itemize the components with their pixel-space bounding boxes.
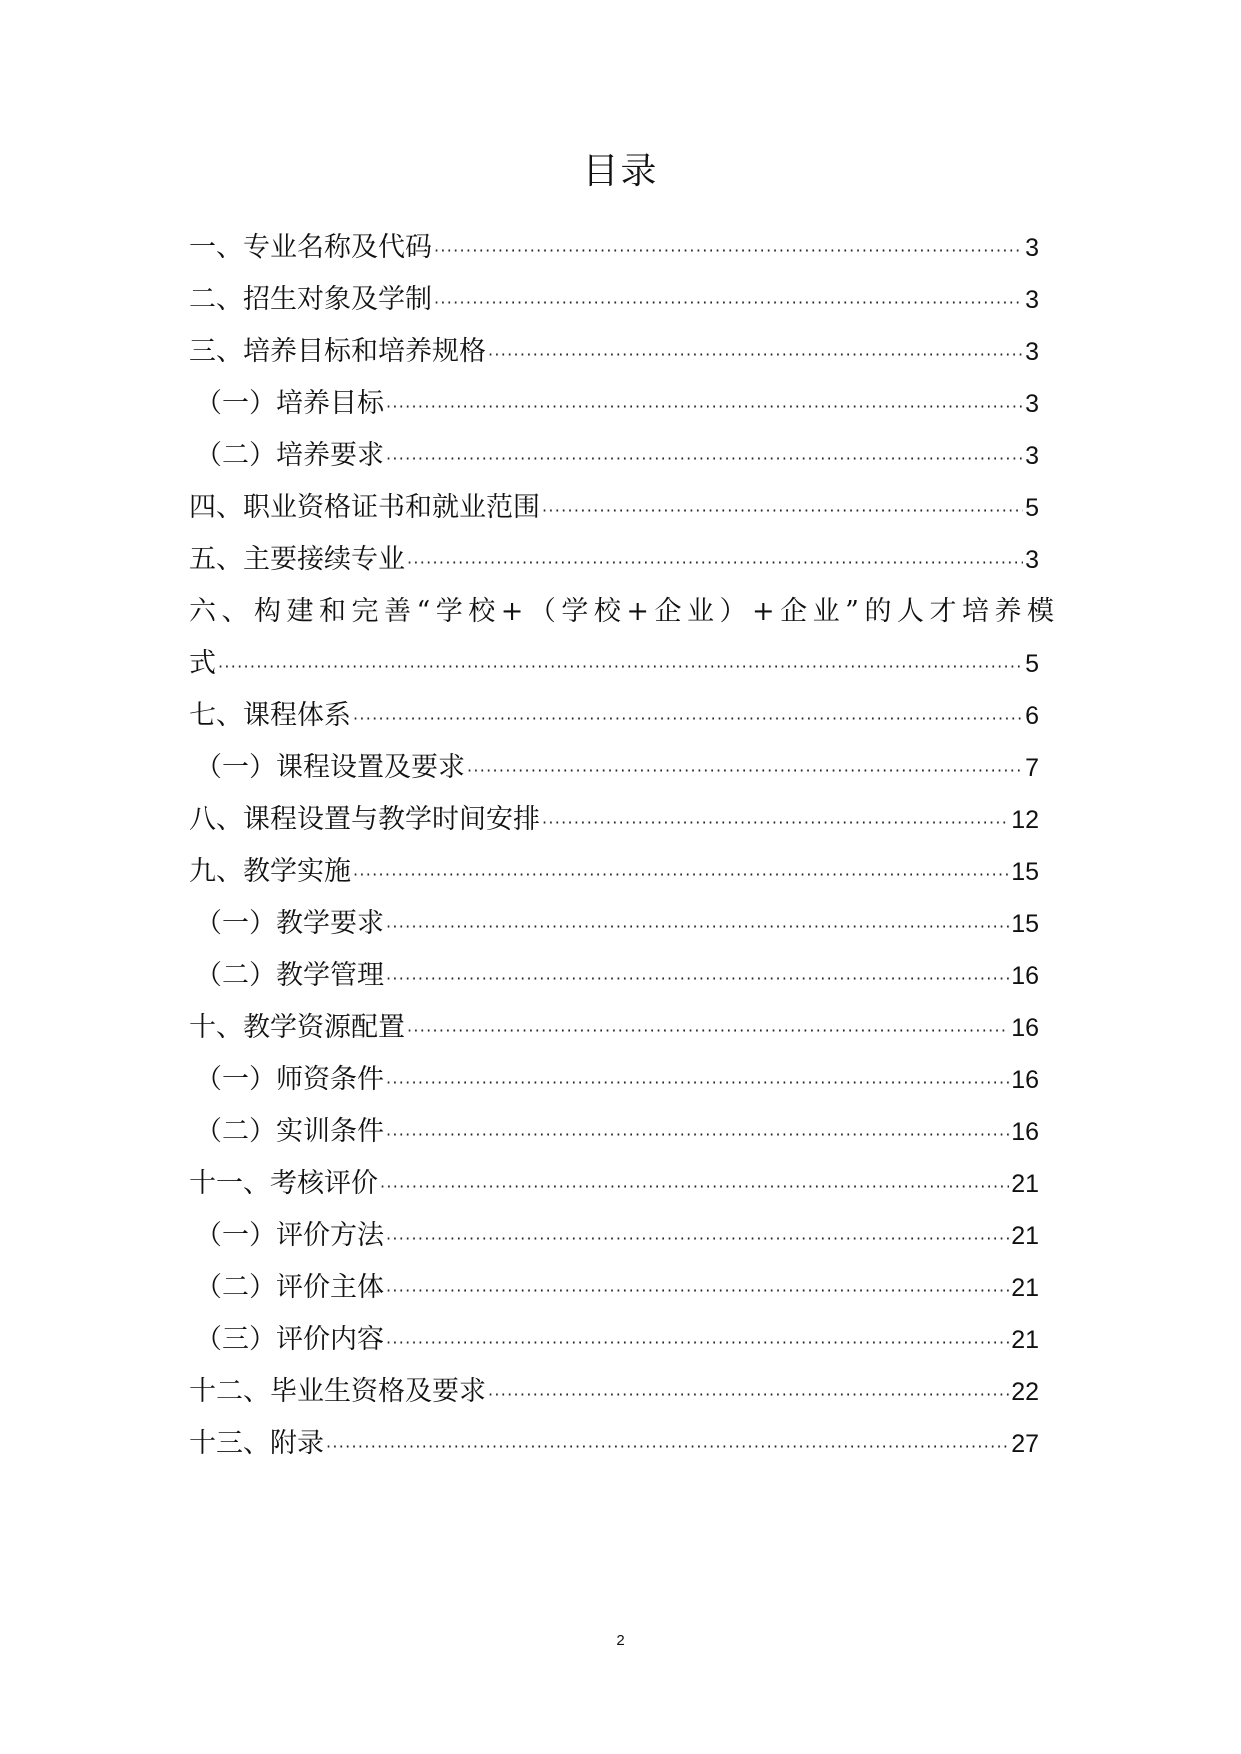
toc-entry-wrapped[interactable] (189, 586, 1060, 690)
toc-entry-page: 27 (1011, 1430, 1039, 1458)
page-title: 目录 (582, 151, 659, 192)
toc-entry-page: 16 (1011, 1118, 1039, 1146)
toc-subentry[interactable] (189, 430, 1039, 482)
toc-subentry[interactable] (189, 1314, 1039, 1366)
toc-entry-label: （一）教学要求 (195, 908, 384, 939)
toc-entry-page: 3 (1025, 234, 1039, 262)
toc-subentry[interactable] (189, 742, 1039, 794)
dot-leader (386, 1265, 1009, 1317)
toc-entry-label: （二）教学管理 (195, 960, 384, 991)
toc-entry-page: 6 (1025, 702, 1039, 730)
dot-leader (488, 1369, 1009, 1421)
toc-entry-label: 十二、毕业生资格及要求 (189, 1376, 486, 1407)
toc-entry-page: 5 (1025, 650, 1039, 678)
toc-entry-page: 12 (1011, 806, 1039, 834)
page-number: 2 (616, 1632, 625, 1649)
toc-entry-page: 3 (1025, 390, 1039, 418)
toc-entry-page: 15 (1011, 910, 1039, 938)
toc-subentry[interactable] (189, 1054, 1039, 1106)
dot-leader (467, 745, 1023, 797)
toc-entry-label: 二、招生对象及学制 (189, 284, 432, 315)
table-of-contents (189, 222, 1060, 1470)
toc-entry-label: 四、职业资格证书和就业范围 (189, 492, 540, 523)
dot-leader (386, 953, 1009, 1005)
toc-subentry[interactable] (189, 378, 1039, 430)
toc-entry-label: 八、课程设置与教学时间安排 (189, 804, 540, 835)
toc-entry-page: 16 (1011, 962, 1039, 990)
dot-leader (542, 485, 1023, 537)
toc-entry-label: （三）评价内容 (195, 1324, 384, 1355)
toc-entry[interactable] (189, 1002, 1039, 1054)
toc-entry-page: 5 (1025, 494, 1039, 522)
toc-entry-page: 21 (1011, 1274, 1039, 1302)
toc-entry-label: （一）评价方法 (195, 1220, 384, 1251)
toc-entry-label: 十一、考核评价 (189, 1168, 378, 1199)
toc-entry-label: 十三、附录 (189, 1428, 324, 1459)
toc-entry[interactable] (189, 1418, 1039, 1470)
toc-entry-label: （一）师资条件 (195, 1064, 384, 1095)
toc-subentry[interactable] (189, 898, 1039, 950)
toc-entry-page: 3 (1025, 286, 1039, 314)
dot-leader (386, 1109, 1009, 1161)
dot-leader (326, 1421, 1009, 1473)
toc-entry-label: 九、教学实施 (189, 856, 351, 887)
dot-leader (434, 225, 1023, 277)
toc-entry[interactable] (189, 690, 1039, 742)
toc-entry-page: 7 (1025, 754, 1039, 782)
dot-leader (407, 537, 1023, 589)
dot-leader (434, 277, 1023, 329)
toc-entry-label: 七、课程体系 (189, 700, 351, 731)
toc-entry-page: 16 (1011, 1014, 1039, 1042)
toc-entry-page: 3 (1025, 546, 1039, 574)
toc-subentry[interactable] (189, 950, 1039, 1002)
toc-entry[interactable] (189, 794, 1039, 846)
toc-entry-label-line2: 式 (189, 648, 216, 679)
toc-entry-page: 3 (1025, 338, 1039, 366)
toc-entry-label: （一）培养目标 (195, 388, 384, 419)
toc-subentry[interactable] (189, 1210, 1039, 1262)
dot-leader (218, 641, 1023, 693)
toc-entry-label: （一）课程设置及要求 (195, 752, 465, 783)
dot-leader (386, 433, 1023, 485)
dot-leader (380, 1161, 1009, 1213)
dot-leader (386, 381, 1023, 433)
toc-entry[interactable] (189, 846, 1039, 898)
dot-leader (542, 797, 1009, 849)
toc-entry[interactable] (189, 326, 1039, 378)
toc-subentry[interactable] (189, 1106, 1039, 1158)
toc-entry[interactable] (189, 274, 1039, 326)
toc-entry[interactable] (189, 222, 1039, 274)
toc-subentry[interactable] (189, 1262, 1039, 1314)
toc-entry-label: 三、培养目标和培养规格 (189, 336, 486, 367)
dot-leader (386, 1317, 1009, 1369)
toc-entry-label: 一、专业名称及代码 (189, 232, 432, 263)
dot-leader (386, 901, 1009, 953)
toc-entry-label: 五、主要接续专业 (189, 544, 405, 575)
toc-entry[interactable] (189, 1158, 1039, 1210)
toc-entry-label: （二）实训条件 (195, 1116, 384, 1147)
toc-entry-page: 22 (1011, 1378, 1039, 1406)
dot-leader (407, 1005, 1009, 1057)
toc-entry[interactable] (189, 1366, 1039, 1418)
toc-entry[interactable] (189, 482, 1039, 534)
toc-entry-page: 21 (1011, 1222, 1039, 1250)
toc-entry-label-line1: 六、构建和完善“学校+（学校+企业）+企业”的人才培养模 (189, 596, 1060, 627)
dot-leader (353, 849, 1009, 901)
toc-entry-label: 十、教学资源配置 (189, 1012, 405, 1043)
dot-leader (353, 693, 1023, 745)
toc-entry-page: 3 (1025, 442, 1039, 470)
toc-entry-page: 21 (1011, 1326, 1039, 1354)
toc-entry-page: 16 (1011, 1066, 1039, 1094)
toc-entry-label: （二）培养要求 (195, 440, 384, 471)
toc-entry[interactable] (189, 534, 1039, 586)
dot-leader (488, 329, 1023, 381)
toc-entry-label: （二）评价主体 (195, 1272, 384, 1303)
dot-leader (386, 1057, 1009, 1109)
toc-entry-page: 21 (1011, 1170, 1039, 1198)
toc-entry-page: 15 (1011, 858, 1039, 886)
dot-leader (386, 1213, 1009, 1265)
